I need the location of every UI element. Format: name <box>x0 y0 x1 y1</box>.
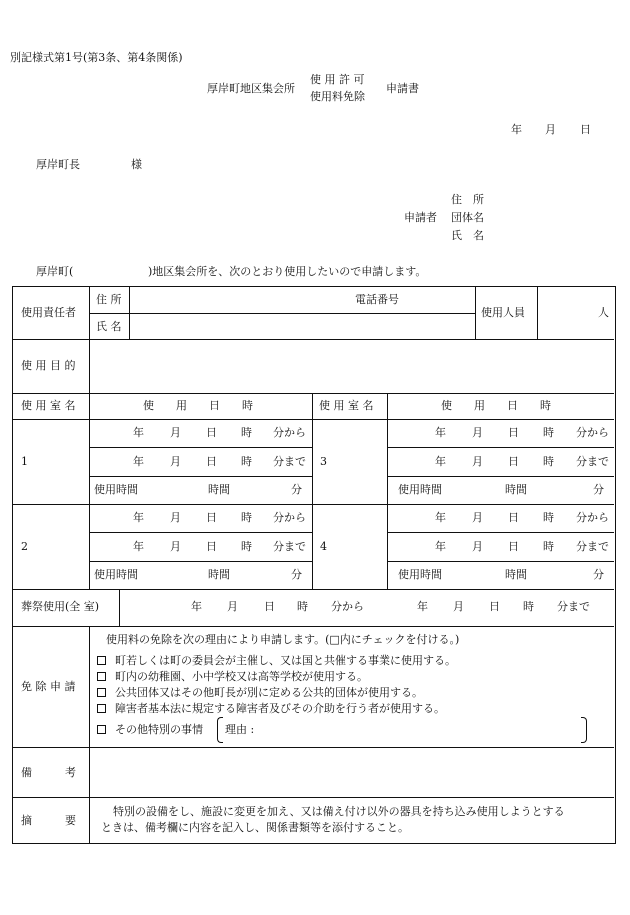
reason-4-checkbox[interactable] <box>97 704 106 713</box>
users-label: 使用人員 <box>481 306 525 319</box>
room4-hours: 時間 <box>505 568 527 581</box>
room2-from-day: 日 <box>206 511 217 524</box>
room3-to-year: 年 <box>435 455 446 468</box>
room2-hours: 時間 <box>208 568 230 581</box>
reason-1-text: 町若しくは町の委員会が主催し、又は国と共催する事業に使用する。 <box>115 654 456 667</box>
room-number-1: 1 <box>21 455 28 468</box>
funeral-to-hour: 時 <box>523 600 534 613</box>
reason-bracket-right <box>581 717 587 743</box>
addressee-name: 厚岸町長 <box>36 158 80 171</box>
room2-from-suffix: 分から <box>273 511 306 524</box>
room1-to-hour: 時 <box>241 455 252 468</box>
reason-item-3 <box>97 686 423 700</box>
room3-to-day: 日 <box>508 455 519 468</box>
users-unit: 人 <box>598 306 609 319</box>
room4-to-month: 月 <box>472 540 483 553</box>
room4-from-day: 日 <box>508 511 519 524</box>
applicant-name-label: 氏 名 <box>451 229 484 242</box>
room1-from-hour: 時 <box>241 426 252 439</box>
room1-hours: 時間 <box>208 483 230 496</box>
room2-from-hour: 時 <box>241 511 252 524</box>
room3-from-hour: 時 <box>543 426 554 439</box>
room3-to-month: 月 <box>472 455 483 468</box>
reason-3-checkbox[interactable] <box>97 688 106 697</box>
title-option-permission: 使 用 許 可 <box>310 73 365 86</box>
room2-min: 分 <box>291 568 302 581</box>
summary-note-line-2: ときは、備考欄に内容を記入し、関係書類等を添付すること。 <box>101 821 409 834</box>
remarks-label: 備 考 <box>21 766 76 779</box>
room2-use-time-label: 使用時間 <box>94 568 138 581</box>
room2-to-year: 年 <box>133 540 144 553</box>
room-name-header-right: 使 用 室 名 <box>319 399 374 412</box>
room4-from-year: 年 <box>435 511 446 524</box>
funeral-to-year: 年 <box>417 600 428 613</box>
room2-from-year: 年 <box>133 511 144 524</box>
room3-to-hour: 時 <box>543 455 554 468</box>
datetime-header-left: 使 用 日 時 <box>143 399 253 412</box>
reason-item-2 <box>97 670 368 684</box>
room1-to-suffix: 分まで <box>273 455 306 468</box>
reason-item-other <box>97 723 203 737</box>
room4-from-hour: 時 <box>543 511 554 524</box>
summary-note-line-1: 特別の設備をし、施設に変更を加え、又は備え付け以外の器具を持ち込み使用しようとする <box>113 805 565 818</box>
purpose-label: 使 用 目 的 <box>21 359 76 372</box>
reason-item-4 <box>97 702 445 716</box>
room3-from-year: 年 <box>435 426 446 439</box>
room3-min: 分 <box>593 483 604 496</box>
room1-use-time-label: 使用時間 <box>94 483 138 496</box>
room2-to-suffix: 分まで <box>273 540 306 553</box>
exemption-label: 免 除 申 請 <box>21 680 76 693</box>
responsible-name-label: 氏 名 <box>96 320 122 333</box>
reason-4-text: 障害者基本法に規定する障害者及びその介助を行う者が使用する。 <box>115 702 445 715</box>
room4-to-day: 日 <box>508 540 519 553</box>
phone-label: 電話番号 <box>355 293 399 306</box>
funeral-to-suffix: 分まで <box>557 600 590 613</box>
room2-to-month: 月 <box>170 540 181 553</box>
reason-2-checkbox[interactable] <box>97 672 106 681</box>
funeral-from-suffix: 分から <box>331 600 364 613</box>
room-number-2: 2 <box>21 540 28 553</box>
intro-prefix: 厚岸町( <box>36 265 74 278</box>
room3-use-time-label: 使用時間 <box>398 483 442 496</box>
addressee-honorific: 様 <box>131 158 142 171</box>
funeral-from-month: 月 <box>227 600 238 613</box>
date-year: 年 <box>511 123 522 136</box>
reason-label: 理由 : <box>225 723 255 736</box>
funeral-from-hour: 時 <box>297 600 308 613</box>
room4-min: 分 <box>593 568 604 581</box>
datetime-header-right: 使 用 日 時 <box>441 399 551 412</box>
applicant-label: 申請者 <box>404 211 437 224</box>
responsible-address-label: 住 所 <box>96 293 122 306</box>
room4-from-month: 月 <box>472 511 483 524</box>
reason-bracket-left <box>217 717 223 743</box>
title-option-fee-exemption: 使用料免除 <box>310 90 365 103</box>
room-name-header-left: 使 用 室 名 <box>21 399 76 412</box>
room2-from-month: 月 <box>170 511 181 524</box>
funeral-label: 葬祭使用(全 室) <box>21 600 100 613</box>
application-table <box>12 286 616 844</box>
reason-2-text: 町内の幼稚園、小中学校又は高等学校が使用する。 <box>115 670 368 683</box>
funeral-to-day: 日 <box>489 600 500 613</box>
room4-to-suffix: 分まで <box>576 540 609 553</box>
room4-from-suffix: 分から <box>576 511 609 524</box>
funeral-from-day: 日 <box>264 600 275 613</box>
room2-to-day: 日 <box>206 540 217 553</box>
reason-3-text: 公共団体又はその他町長が別に定める公共的団体が使用する。 <box>115 686 423 699</box>
room1-from-day: 日 <box>206 426 217 439</box>
funeral-from-year: 年 <box>191 600 202 613</box>
room2-to-hour: 時 <box>241 540 252 553</box>
room1-to-day: 日 <box>206 455 217 468</box>
reason-other-text: その他特別の事情 <box>115 723 203 736</box>
date-month: 月 <box>545 123 556 136</box>
room1-from-suffix: 分から <box>273 426 306 439</box>
room1-min: 分 <box>291 483 302 496</box>
room1-to-month: 月 <box>170 455 181 468</box>
summary-label: 摘 要 <box>21 814 76 827</box>
room-number-4: 4 <box>320 540 327 553</box>
room-number-3: 3 <box>320 455 327 468</box>
form-id: 別記様式第1号(第3条、第4条関係) <box>10 51 183 64</box>
room3-from-day: 日 <box>508 426 519 439</box>
intro-suffix: )地区集会所を、次のとおり使用したいので申請します。 <box>148 265 427 278</box>
title-suffix: 申請書 <box>386 82 419 95</box>
room3-from-month: 月 <box>472 426 483 439</box>
date-day: 日 <box>580 123 591 136</box>
funeral-to-month: 月 <box>453 600 464 613</box>
room4-to-year: 年 <box>435 540 446 553</box>
reason-other-checkbox[interactable] <box>97 725 106 734</box>
applicant-address-label: 住 所 <box>451 193 484 206</box>
room1-from-year: 年 <box>133 426 144 439</box>
exemption-intro: 使用料の免除を次の理由により申請します。(□内にチェックを付ける。) <box>106 633 460 646</box>
room3-to-suffix: 分まで <box>576 455 609 468</box>
room1-to-year: 年 <box>133 455 144 468</box>
reason-1-checkbox[interactable] <box>97 656 106 665</box>
room3-hours: 時間 <box>505 483 527 496</box>
responsible-label: 使用責任者 <box>21 306 76 319</box>
room3-from-suffix: 分から <box>576 426 609 439</box>
applicant-group-label: 団体名 <box>451 211 484 224</box>
room4-to-hour: 時 <box>543 540 554 553</box>
reason-item-1 <box>97 654 456 668</box>
room4-use-time-label: 使用時間 <box>398 568 442 581</box>
title-facility: 厚岸町地区集会所 <box>207 82 295 95</box>
room1-from-month: 月 <box>170 426 181 439</box>
